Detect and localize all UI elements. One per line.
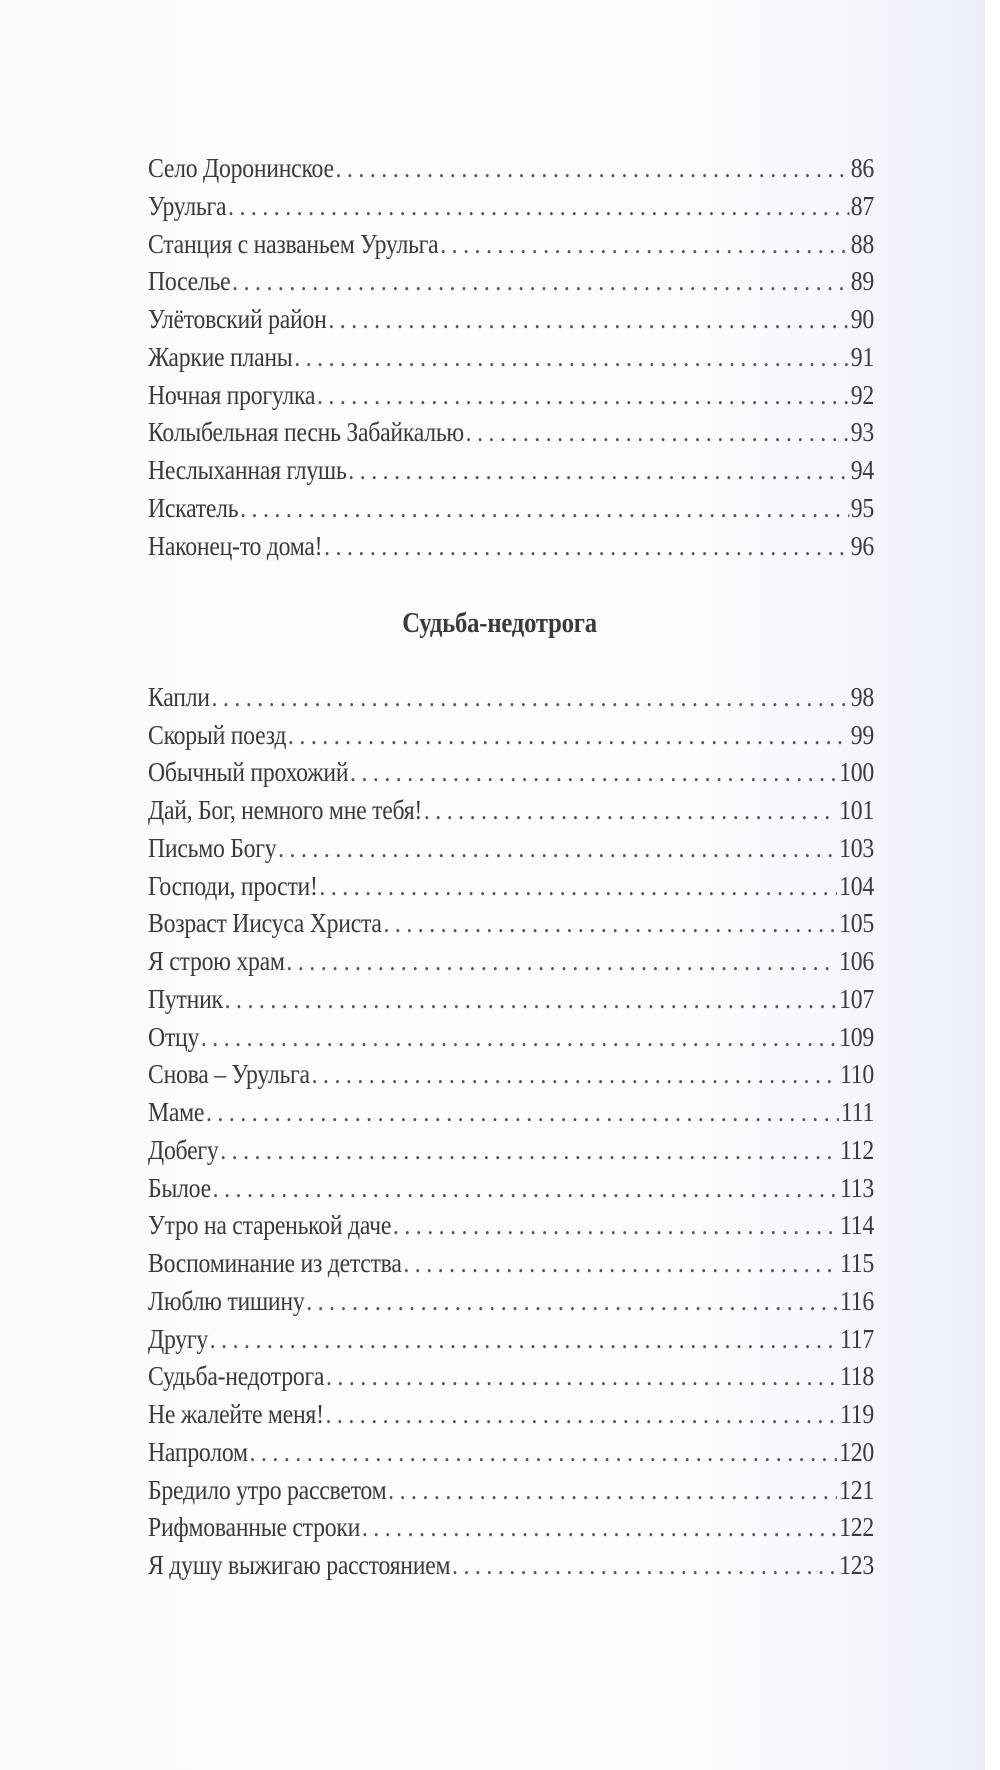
dot-leader [452,1550,837,1581]
toc-entry-title: Искатель [148,493,239,523]
toc-entry-page: 86 [850,153,874,183]
toc-entry [148,417,874,455]
toc-entry [148,493,874,531]
toc-entry [148,531,874,569]
toc-entry-title: Не жалейте меня! [148,1399,324,1429]
dot-leader [210,1324,839,1355]
toc-entry [148,1399,874,1437]
toc-entry-page: 107 [839,984,874,1014]
toc-entry [148,1210,874,1248]
toc-entry [148,266,874,304]
toc-entry-page: 92 [850,380,874,410]
toc-entry-title: Я строю храм [148,946,285,976]
toc-entry [148,1475,874,1513]
toc-entry [148,720,874,758]
toc-entry [148,1022,874,1060]
dot-leader [383,908,837,939]
toc-entry-title: Рифмованные строки [148,1512,361,1542]
dot-leader [319,871,837,902]
dot-leader [312,1059,839,1090]
dot-leader [424,795,838,826]
dot-leader [228,191,849,222]
toc-entry-title: Путник [148,984,223,1014]
toc-entry-page: 115 [840,1248,874,1278]
toc-entry-title: Маме [148,1097,205,1127]
toc-entry [148,1135,874,1173]
toc-entry [148,1437,874,1475]
toc-entry-page: 93 [850,417,874,447]
toc-entry [148,1512,874,1550]
dot-leader [294,342,849,373]
dot-leader [403,1248,838,1279]
toc-entry-page: 121 [839,1475,874,1505]
dot-leader [317,380,849,411]
toc-entry-title: Станция с названьем Урульга [148,229,439,259]
toc-entry [148,1248,874,1286]
toc-entry-title: Возраст Иисуса Христа [148,908,382,938]
toc-entry [148,795,874,833]
dot-leader [324,531,849,562]
toc-entry-title: Поселье [148,266,231,296]
toc-entry-title: Другу [148,1324,208,1354]
toc-entry-page: 106 [839,946,874,976]
toc-entry-page: 119 [840,1399,874,1429]
toc-entry-page: 90 [850,304,874,334]
toc-entry-page: 109 [839,1022,874,1052]
toc-entry [148,946,874,984]
toc-entry [148,304,874,342]
toc-entry-page: 100 [839,757,874,787]
toc-entry-title: Былое [148,1173,211,1203]
toc-entry-title: Колыбельная песнь Забайкалью [148,417,464,447]
toc-entry-title: Господи, прости! [148,871,318,901]
toc-entry-page: 118 [840,1361,874,1391]
toc-entry-page: 116 [840,1286,874,1316]
toc-entry-page: 101 [839,795,874,825]
toc-entry-title: Добегу [148,1135,219,1165]
toc-entry-title: Дай, Бог, немного мне тебя! [148,795,423,825]
toc-entry [148,871,874,909]
dot-leader [201,1022,838,1053]
toc-entry-title: Скорый поезд [148,720,287,750]
toc-entry-title: Воспоминание из детства [148,1248,402,1278]
toc-entry-title: Отцу [148,1022,200,1052]
toc-entry [148,1361,874,1399]
toc-entry [148,1286,874,1324]
toc-entry-title: Письмо Богу [148,833,277,863]
dot-leader [232,266,849,297]
toc-entry-title: Я душу выжигаю расстоянием [148,1550,451,1580]
toc-entry-page: 112 [840,1135,874,1165]
toc-entry-title: Люблю тишину [148,1286,305,1316]
toc-entry [148,153,874,191]
toc-entry [148,984,874,1022]
toc-entry-page: 113 [840,1173,874,1203]
toc-entry-page: 120 [839,1437,874,1467]
dot-leader [278,833,837,864]
toc-entry [148,1097,874,1135]
toc-entry [148,1059,874,1097]
page-margin [985,0,1000,1770]
toc-entry-page: 105 [839,908,874,938]
toc-entry-page: 114 [840,1210,874,1240]
toc-entry [148,380,874,418]
toc-entry-page: 98 [850,682,874,712]
dot-leader [325,1399,838,1430]
dot-leader [328,304,849,335]
dot-leader [466,417,849,448]
dot-leader [326,1361,838,1392]
dot-leader [286,946,837,977]
dot-leader [213,1173,839,1204]
section-heading-text: Судьба-недотрога [402,608,598,639]
section-heading [0,608,1000,640]
toc-entry-page: 103 [839,833,874,863]
toc-entry-title: Судьба-недотрога [148,1361,325,1391]
toc-entry-title: Снова – Урульга [148,1059,310,1089]
toc-entry-page: 117 [840,1324,874,1354]
toc-entry-title: Капли [148,682,210,712]
toc-entry-page: 122 [839,1512,874,1542]
toc-entry-title: Наконец-то дома! [148,531,323,561]
dot-leader [350,757,837,788]
toc-entry [148,1550,874,1588]
toc-entry-page: 99 [850,720,874,750]
dot-leader [250,1437,838,1468]
dot-leader [288,720,849,751]
toc-entry-title: Урульга [148,191,227,221]
toc-entry [148,757,874,795]
toc-entry-page: 111 [840,1097,874,1127]
toc-entry-title: Жаркие планы [148,342,293,372]
toc-entry-title: Утро на старенькой даче [148,1210,392,1240]
toc-entry-title: Бредило утро рассветом [148,1475,387,1505]
toc-entry-title: Улётовский район [148,304,327,334]
dot-leader [348,455,849,486]
dot-leader [388,1475,837,1506]
toc-entry [148,1324,874,1362]
toc-entry-page: 96 [850,531,874,561]
toc-entry-title: Ночная прогулка [148,380,316,410]
dot-leader [211,682,849,713]
dot-leader [393,1210,838,1241]
toc-entry-title: Напролом [148,1437,248,1467]
toc-entry [148,342,874,380]
dot-leader [362,1512,838,1543]
toc-entry [148,682,874,720]
toc-entry-page: 94 [850,455,874,485]
toc-entry-page: 123 [839,1550,874,1580]
toc-entry [148,191,874,229]
toc-entry-page: 88 [850,229,874,259]
toc-entry-page: 87 [850,191,874,221]
toc-entry-title: Неслыханная глушь [148,455,347,485]
toc-entry-page: 89 [850,266,874,296]
dot-leader [206,1097,839,1128]
dot-leader [335,153,849,184]
toc-entry-title: Обычный прохожий [148,757,349,787]
toc-entry [148,455,874,493]
dot-leader [440,229,849,260]
toc-entry [148,1173,874,1211]
toc-entry-page: 91 [850,342,874,372]
dot-leader [306,1286,838,1317]
toc-entry-page: 110 [840,1059,874,1089]
dot-leader [225,984,838,1015]
toc-entry-page: 95 [850,493,874,523]
toc-entry [148,229,874,267]
dot-leader [240,493,849,524]
dot-leader [220,1135,838,1166]
toc-entry [148,833,874,871]
toc-entry [148,908,874,946]
toc-entry-page: 104 [839,871,874,901]
toc-entry-title: Село Доронинское [148,153,334,183]
